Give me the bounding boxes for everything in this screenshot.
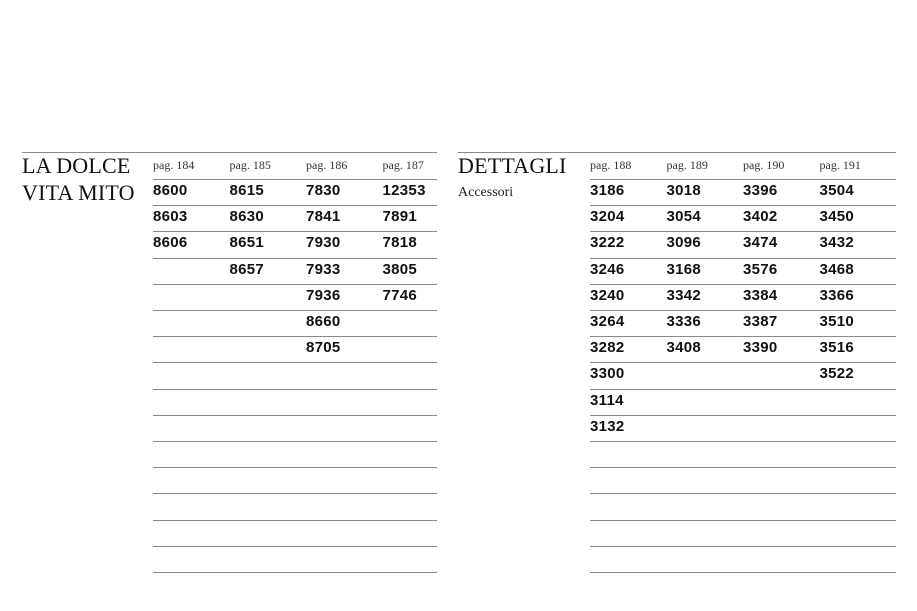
row-rule xyxy=(153,205,437,206)
column-header: pag. 190 xyxy=(743,158,785,172)
product-code: 3474 xyxy=(743,234,778,252)
section-subtitle: Accessori xyxy=(458,185,514,200)
row-rule xyxy=(590,415,896,416)
product-code: 3264 xyxy=(590,313,625,330)
title-line: LA DOLCE xyxy=(22,153,131,178)
product-code: 8660 xyxy=(306,313,341,330)
product-code: 8600 xyxy=(153,182,188,199)
row-rule xyxy=(153,441,437,442)
column-header: pag. 188 xyxy=(590,158,632,172)
product-code: 3805 xyxy=(382,260,418,278)
product-code: 3186 xyxy=(590,182,625,199)
product-code: 3504 xyxy=(819,182,855,199)
row-rule xyxy=(153,179,437,180)
column-header: pag. 186 xyxy=(306,158,348,172)
row-rule xyxy=(153,572,437,573)
product-code: 7936 xyxy=(306,286,341,304)
product-code: 3450 xyxy=(819,208,855,226)
column-header: pag. 184 xyxy=(153,158,195,172)
row-rule xyxy=(153,284,437,285)
product-code: 3522 xyxy=(819,365,855,383)
product-code: 8630 xyxy=(229,208,265,226)
row-rule xyxy=(590,493,896,494)
row-rule xyxy=(153,415,437,416)
row-rule xyxy=(590,520,896,521)
row-rule xyxy=(153,546,437,547)
product-code: 8651 xyxy=(229,234,265,252)
row-rule xyxy=(153,231,437,232)
product-code: 7818 xyxy=(382,234,418,252)
product-code: 7930 xyxy=(306,234,341,252)
product-code: 7746 xyxy=(382,286,418,304)
product-code: 3282 xyxy=(590,339,625,357)
product-code: 3222 xyxy=(590,234,625,252)
row-rule xyxy=(590,284,896,285)
product-code: 3096 xyxy=(666,234,702,252)
row-rule xyxy=(590,231,896,232)
product-code: 8657 xyxy=(229,260,265,278)
column-header: pag. 189 xyxy=(666,158,708,172)
row-rule xyxy=(153,336,437,337)
product-code: 7841 xyxy=(306,208,341,226)
product-code: 3408 xyxy=(666,339,702,357)
row-rule xyxy=(590,205,896,206)
product-code: 3168 xyxy=(666,260,702,278)
section-title xyxy=(458,152,567,179)
row-rule xyxy=(590,179,896,180)
title-line: VITA MITO xyxy=(22,180,135,205)
title-line: DETTAGLI xyxy=(458,153,567,178)
product-code: 3018 xyxy=(666,182,702,199)
product-code: 3204 xyxy=(590,208,625,226)
row-rule xyxy=(590,310,896,311)
row-rule xyxy=(590,572,896,573)
row-rule xyxy=(590,389,896,390)
row-rule xyxy=(153,493,437,494)
product-code: 3132 xyxy=(590,417,625,435)
column-header: pag. 187 xyxy=(382,158,424,172)
row-rule xyxy=(153,520,437,521)
product-code: 3516 xyxy=(819,339,855,357)
product-code: 3342 xyxy=(666,286,702,304)
row-rule xyxy=(153,467,437,468)
product-code: 3576 xyxy=(743,260,778,278)
row-rule xyxy=(153,258,437,259)
row-rule xyxy=(590,258,896,259)
product-code: 3300 xyxy=(590,365,625,383)
product-code: 7891 xyxy=(382,208,418,226)
product-code: 12353 xyxy=(382,182,426,199)
product-code: 3054 xyxy=(666,208,702,226)
product-code: 3510 xyxy=(819,313,855,330)
row-rule xyxy=(590,546,896,547)
product-code: 3396 xyxy=(743,182,778,199)
section-title xyxy=(22,152,135,206)
product-code: 3246 xyxy=(590,260,625,278)
row-rule xyxy=(590,336,896,337)
row-rule xyxy=(590,467,896,468)
product-code: 3432 xyxy=(819,234,855,252)
row-rule xyxy=(153,389,437,390)
product-code: 3336 xyxy=(666,313,702,330)
product-code: 3390 xyxy=(743,339,778,357)
column-header: pag. 185 xyxy=(229,158,271,172)
product-code: 8615 xyxy=(229,182,265,199)
product-code: 7830 xyxy=(306,182,341,199)
product-code: 7933 xyxy=(306,260,341,278)
product-code: 8603 xyxy=(153,208,188,226)
row-rule xyxy=(153,310,437,311)
product-code: 3402 xyxy=(743,208,778,226)
product-code: 3240 xyxy=(590,286,625,304)
row-rule xyxy=(590,362,896,363)
row-rule xyxy=(590,441,896,442)
product-code: 3384 xyxy=(743,286,778,304)
row-rule xyxy=(153,362,437,363)
product-code: 3468 xyxy=(819,260,855,278)
product-code: 8606 xyxy=(153,234,188,252)
column-header: pag. 191 xyxy=(819,158,861,172)
product-code: 8705 xyxy=(306,339,341,357)
product-code: 3366 xyxy=(819,286,855,304)
product-code: 3114 xyxy=(590,391,624,409)
product-code: 3387 xyxy=(743,313,778,330)
